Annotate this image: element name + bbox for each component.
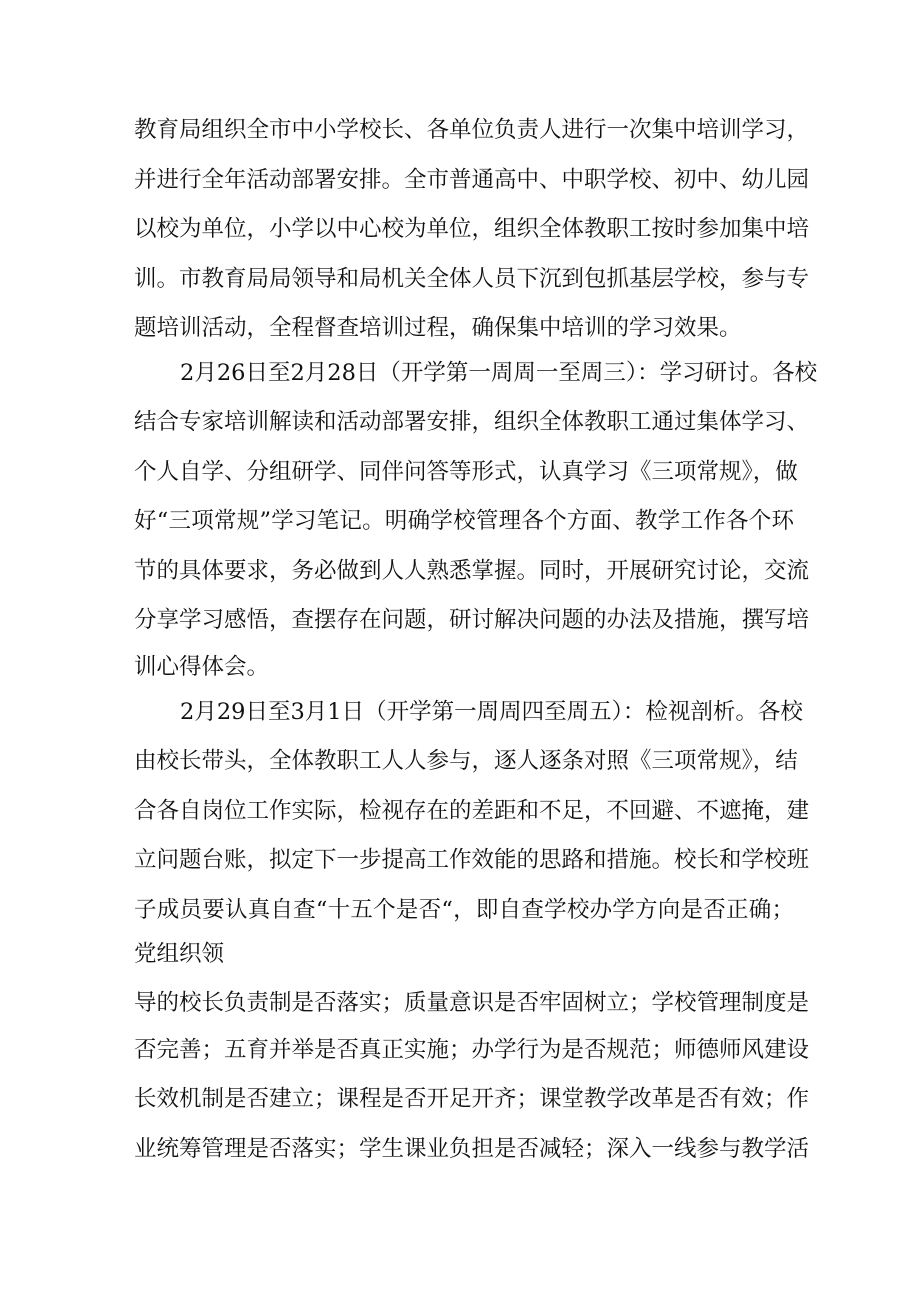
paragraph-3-line-2: 由校长带头，全体教职工人人参与，逐人逐条对照《三项常规》，结 [134, 748, 798, 774]
paragraph-1-line-3: 以校为单位，小学以中心校为单位，组织全体教职工按时参加集中培 [134, 216, 810, 242]
paragraph-2-line-4: 好“三项常规”学习笔记。明确学校管理各个方面、教学工作各个环 [134, 508, 794, 534]
paragraph-2-line-2: 结合专家培训解读和活动部署安排，组织全体教职工通过集体学习、 [134, 409, 810, 435]
paragraph-4-line-1: 导的校长负责制是否落实；质量意识是否牢固树立；学校管理制度是 [134, 990, 810, 1016]
paragraph-2-line-1: 2月26日至2月28日（开学第一周周一至周三）：学习研讨。各校 [180, 360, 818, 386]
paragraph-3-line-1: 2月29日至3月1日（开学第一周周四至周五）：检视剖析。各校 [180, 699, 803, 725]
paragraph-3-line-3: 合各自岗位工作实际，检视存在的差距和不足，不回避、不遮掩，建 [134, 798, 810, 824]
paragraph-1-line-1: 教育局组织全市中小学校长、各单位负责人进行一次集中培训学习， [134, 117, 810, 143]
paragraph-2-line-6: 分享学习感悟，查摆存在问题，研讨解决问题的办法及措施，撰写培 [134, 607, 810, 633]
paragraph-3-line-5: 子成员要认真自查“十五个是否“，即自查学校办学方向是否正确； [134, 897, 794, 923]
paragraph-4-line-4: 业统筹管理是否落实；学生课业负担是否减轻；深入一线参与教学活 [134, 1136, 810, 1162]
paragraph-1-line-2: 并进行全年活动部署安排。全市普通高中、中职学校、初中、幼儿园 [134, 167, 810, 193]
paragraph-1-line-4: 训。市教育局局领导和局机关全体人员下沉到包抓基层学校，参与专 [134, 266, 810, 292]
paragraph-2-line-7: 训心得体会。 [134, 654, 270, 680]
paragraph-3-line-4: 立问题台账，拟定下一步提高工作效能的思路和措施。校长和学校班 [134, 847, 810, 873]
paragraph-4-line-3: 长效机制是否建立；课程是否开足开齐；课堂教学改革是否有效；作 [134, 1086, 810, 1112]
paragraph-2-line-3: 个人自学、分组研学、同伴问答等形式，认真学习《三项常规》，做 [134, 459, 798, 485]
paragraph-4-line-2: 否完善；五育并举是否真正实施；办学行为是否规范；师德师风建设 [134, 1037, 810, 1063]
paragraph-2-line-5: 节的具体要求，务必做到人人熟悉掌握。同时，开展研究讨论，交流 [134, 558, 810, 584]
paragraph-1-line-5: 题培训活动，全程督查培训过程，确保集中培训的学习效果。 [134, 315, 742, 341]
paragraph-3-line-6: 党组织领 [134, 941, 225, 967]
